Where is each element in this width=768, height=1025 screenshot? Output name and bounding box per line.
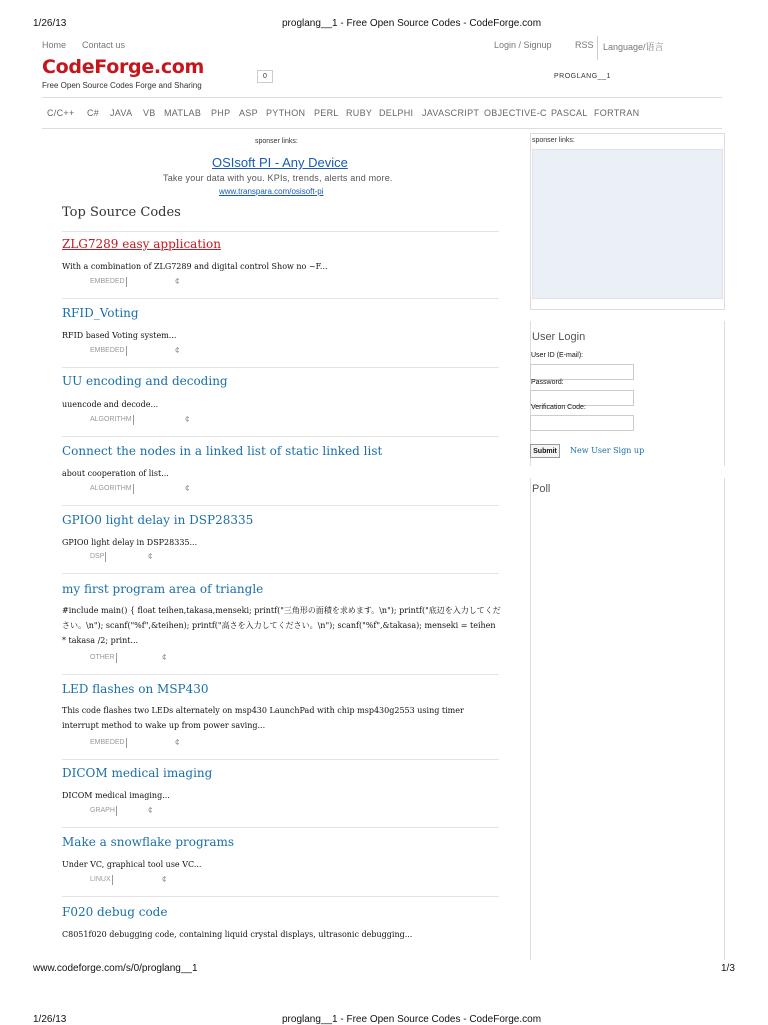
code-item-desc: This code flashes two LEDs alternately on msp430 LaunchPad with chip msp430g2553 using timer interrupt method to wake up from power saving... [62, 706, 464, 730]
ad-url-link[interactable]: www.transpara.com/osisoft-pi [219, 187, 324, 196]
code-item-desc: With a combination of ZLG7289 and digital control Show no ~F... [62, 262, 328, 271]
code-item-desc: RFID based Voting system... [62, 331, 177, 340]
language-tab[interactable]: C/C++ [47, 108, 75, 118]
code-item-title[interactable]: my first program area of triangle [62, 582, 264, 596]
category-tag[interactable]: OTHER [90, 654, 115, 661]
code-item-desc: GPIO0 light delay in DSP28335... [62, 538, 198, 547]
language-tab[interactable]: RUBY [346, 108, 373, 118]
code-file-icon: ¢ [162, 875, 167, 884]
sponsor-label: sponser links: [255, 138, 298, 145]
header-divider [42, 97, 722, 98]
nav-divider [42, 128, 722, 129]
item-separator [62, 674, 499, 675]
site-logo[interactable]: CodeForge.com [42, 56, 205, 78]
language-tab[interactable]: PASCAL [551, 108, 588, 118]
code-file-icon: ¢ [175, 346, 180, 355]
code-item-desc: #include main() { float teihen,takasa,menseki; printf("三角形の面積を求めます。\n"); printf("底辺を入力してください。\n"); scanf("%f",&teihen); printf("高さを入力してください。\n"); scanf("%f",&takasa); menseki = teihen * takasa /2; print... [62, 606, 501, 645]
code-file-icon: ¢ [175, 738, 180, 747]
breadcrumb: PROGLANG__1 [554, 73, 611, 80]
code-file-icon: ¢ [185, 484, 190, 493]
user-id-input[interactable] [530, 364, 634, 380]
submit-button[interactable]: Submit [530, 444, 560, 458]
language-tab[interactable]: PHP [211, 108, 231, 118]
language-tab[interactable]: OBJECTIVE-C [484, 108, 547, 118]
code-file-icon: ¢ [162, 653, 167, 662]
item-separator [62, 896, 499, 897]
section-heading: Top Source Codes [62, 205, 181, 220]
sidebar-ad-frame [532, 149, 723, 299]
item-separator [62, 436, 499, 437]
language-tab[interactable]: PERL [314, 108, 339, 118]
code-file-icon: ¢ [148, 552, 153, 561]
ad-text: Take your data with you. KPIs, trends, alerts and more. [163, 173, 393, 183]
code-item-title[interactable]: ZLG7289 easy application [62, 237, 221, 251]
code-item-desc: C8051f020 debugging code, containing liquid crystal displays, ultrasonic debugging... [62, 930, 413, 939]
sidebar-sponsor-box [530, 133, 725, 310]
category-tag[interactable]: ALGORITHM [90, 416, 132, 423]
item-separator [62, 759, 499, 760]
code-item-desc: about cooperation of list... [62, 469, 169, 478]
print-page-title: proglang__1 - Free Open Source Codes - CodeForge.com [282, 18, 542, 29]
category-tag[interactable]: ALGORITHM [90, 485, 132, 492]
code-item-title[interactable]: RFID_Voting [62, 306, 139, 320]
category-tag[interactable]: EMBEDED [90, 739, 125, 746]
verification-code-input[interactable] [530, 415, 634, 431]
language-tab[interactable]: JAVASCRIPT [422, 108, 480, 118]
signup-link[interactable]: New User Sign up [570, 446, 645, 455]
code-item-desc: DICOM medical imaging... [62, 791, 170, 800]
user-id-label: User ID (E-mail): [531, 352, 584, 359]
contact-link[interactable]: Contact us [82, 40, 126, 50]
category-tag[interactable]: LINUX [90, 876, 111, 883]
print-url: www.codeforge.com/s/0/proglang__1 [33, 963, 198, 974]
item-separator [62, 827, 499, 828]
poll-heading: Poll [532, 483, 551, 495]
print-page-title-next: proglang__1 - Free Open Source Codes - CodeForge.com [282, 1014, 542, 1025]
verification-code-label: Verification Code: [531, 404, 586, 411]
print-date: 1/26/13 [33, 18, 67, 29]
code-item-title[interactable]: Connect the nodes in a linked list of static linked list [62, 444, 383, 458]
login-signup-link[interactable]: Login / Signup [494, 40, 552, 50]
code-item-title[interactable]: LED flashes on MSP430 [62, 682, 209, 696]
code-file-icon: ¢ [175, 277, 180, 286]
home-link[interactable]: Home [42, 40, 67, 50]
item-separator [62, 505, 499, 506]
print-date-next: 1/26/13 [33, 1014, 67, 1025]
item-separator [62, 367, 499, 368]
code-file-icon: ¢ [185, 415, 190, 424]
language-tab[interactable]: MATLAB [164, 108, 202, 118]
code-file-icon: ¢ [148, 806, 153, 815]
language-selector[interactable]: Language/语言 [603, 42, 664, 52]
code-item-title[interactable]: DICOM medical imaging [62, 766, 213, 780]
print-page-number: 1/3 [721, 963, 735, 974]
item-separator [62, 573, 499, 574]
code-item-title[interactable]: Make a snowflake programs [62, 835, 235, 849]
category-tag[interactable]: DSP [90, 553, 105, 560]
language-tab[interactable]: JAVA [110, 108, 133, 118]
code-item-title[interactable]: GPIO0 light delay in DSP28335 [62, 513, 254, 527]
sidebar-sponsor-label: sponser links: [532, 137, 575, 144]
site-tagline: Free Open Source Codes Forge and Sharing [42, 81, 202, 90]
item-separator [62, 298, 499, 299]
code-item-title[interactable]: F020 debug code [62, 905, 168, 919]
nav-separator [597, 36, 598, 60]
password-label: Password: [531, 379, 564, 386]
ad-title-link[interactable]: OSIsoft PI - Any Device [212, 155, 348, 170]
language-tab[interactable]: FORTRAN [594, 108, 640, 118]
language-tab[interactable]: PYTHON [266, 108, 306, 118]
count-badge: 0 [257, 70, 273, 83]
item-separator [62, 231, 499, 232]
category-tag[interactable]: EMBEDED [90, 347, 125, 354]
language-tab[interactable]: C# [87, 108, 100, 118]
language-tab[interactable]: ASP [239, 108, 258, 118]
login-heading: User Login [532, 331, 586, 343]
code-item-desc: uuencode and decode... [62, 400, 159, 409]
category-tag[interactable]: GRAPH [90, 807, 115, 814]
rss-link[interactable]: RSS [575, 40, 594, 50]
code-item-title[interactable]: UU encoding and decoding [62, 374, 228, 388]
poll-panel [530, 478, 725, 960]
language-tab[interactable]: VB [143, 108, 156, 118]
code-item-desc: Under VC, graphical tool use VC... [62, 860, 202, 869]
category-tag[interactable]: EMBEDED [90, 278, 125, 285]
language-tab[interactable]: DELPHI [379, 108, 414, 118]
